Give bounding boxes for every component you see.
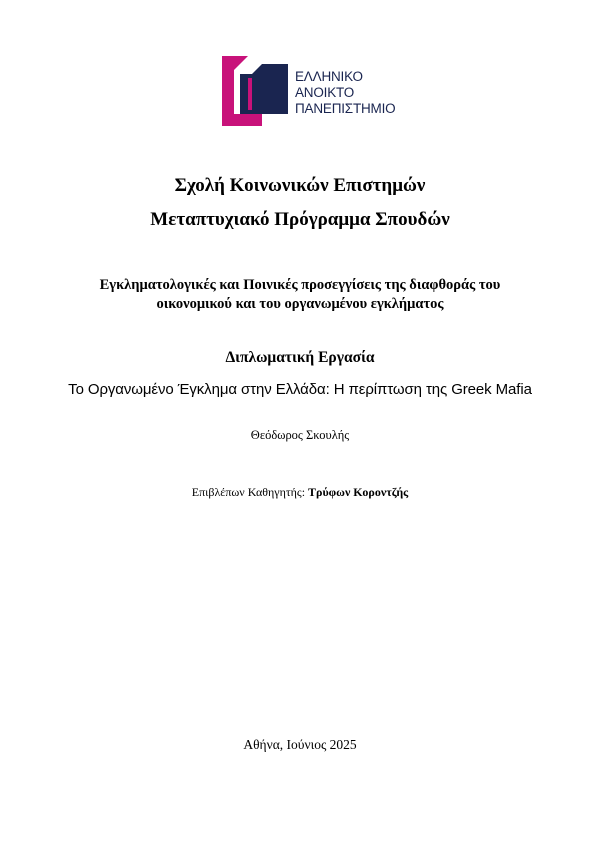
place-and-date: Αθήνα, Ιούνιος 2025 [243,737,357,752]
university-name [295,69,395,117]
specialization-line-2: οικονομικού και του οργανωμένου εγκλήματος [156,296,444,312]
thesis-title: Το Οργανωμένο Έγκλημα στην Ελλάδα: Η περίπτωση της Greek Mafia [68,381,532,398]
author-name: Θεόδωρος Σκουλής [250,428,350,442]
university-name-line-3: ΠΑΝΕΠΙΣΤΗΜΙΟ [295,101,396,116]
specialization-line-1: Εγκληματολογικές και Ποινικές προσεγγίσεις της διαφθοράς του [99,277,501,293]
thesis-type-label: Διπλωματική Εργασία [225,349,375,366]
program-name: Μεταπτυχιακό Πρόγραμμα Σπουδών [150,209,450,230]
specialization-title [0,276,600,314]
supervisor-label: Επιβλέπων Καθηγητής: [191,485,306,499]
university-logo [222,56,412,128]
school-name: Σχολή Κοινωνικών Επιστημών [174,175,426,196]
university-emblem-icon [222,56,288,126]
supervisor-line [0,485,600,500]
university-name-line-1: ΕΛΛΗΝΙΚΟ [295,69,363,84]
supervisor-name: Τρύφων Κοροντζής [308,485,409,499]
university-name-line-2: ΑΝΟΙΚΤΟ [295,85,355,100]
